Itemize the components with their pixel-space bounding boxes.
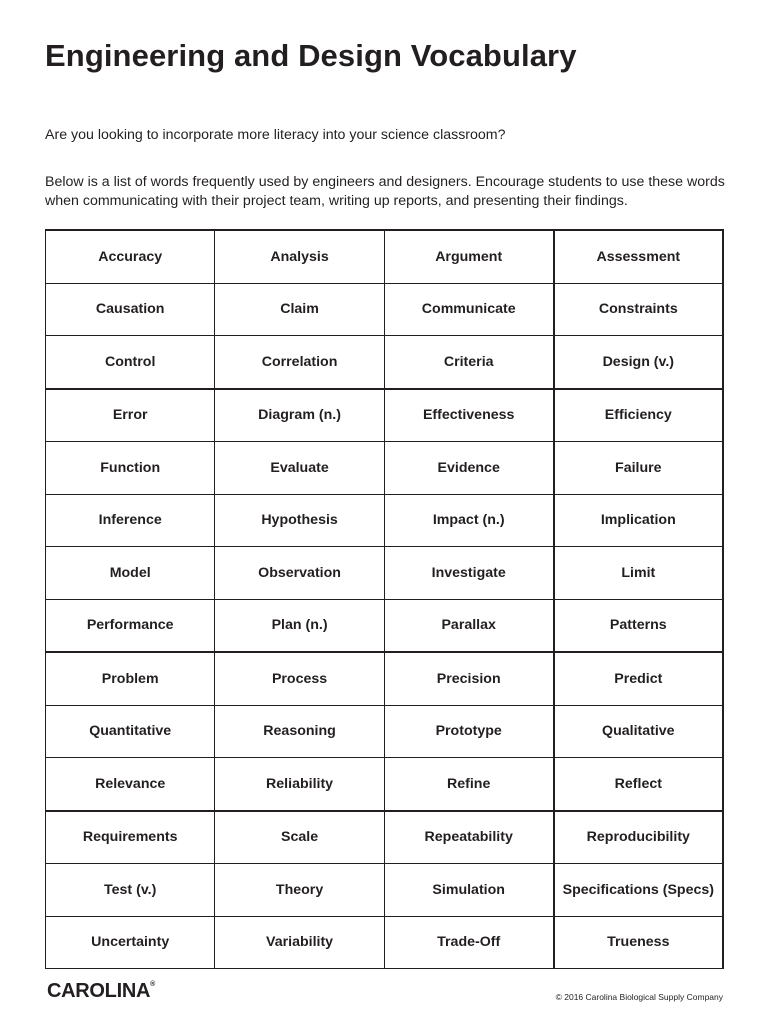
table-row (46, 652, 724, 705)
vocab-cell: Claim (215, 283, 384, 336)
table-row (46, 599, 724, 652)
vocab-cell: Reliability (215, 758, 384, 811)
vocab-cell: Design (v.) (554, 336, 723, 389)
vocab-cell: Model (46, 547, 215, 600)
vocab-cell: Observation (215, 547, 384, 600)
table-row (46, 864, 724, 917)
vocab-cell: Reproducibility (554, 811, 723, 864)
vocab-cell: Causation (46, 283, 215, 336)
table-row (46, 389, 724, 442)
vocab-cell: Scale (215, 811, 384, 864)
vocab-cell: Impact (n.) (384, 494, 553, 547)
table-row (46, 494, 724, 547)
table-row (46, 442, 724, 495)
vocab-cell: Refine (384, 758, 553, 811)
vocab-cell: Efficiency (554, 389, 723, 442)
vocab-cell: Reasoning (215, 705, 384, 758)
vocab-cell: Hypothesis (215, 494, 384, 547)
vocab-cell: Control (46, 336, 215, 389)
vocab-cell: Failure (554, 442, 723, 495)
vocab-cell: Specifications (Specs) (554, 864, 723, 917)
vocab-cell: Evaluate (215, 442, 384, 495)
vocab-cell: Variability (215, 916, 384, 969)
vocab-cell: Performance (46, 599, 215, 652)
table-row (46, 811, 724, 864)
vocab-cell: Relevance (46, 758, 215, 811)
vocab-cell: Limit (554, 547, 723, 600)
vocab-cell: Correlation (215, 336, 384, 389)
page-title: Engineering and Design Vocabulary (45, 38, 577, 73)
vocab-cell: Patterns (554, 599, 723, 652)
vocab-cell: Requirements (46, 811, 215, 864)
vocab-cell: Prototype (384, 705, 553, 758)
vocab-cell: Parallax (384, 599, 553, 652)
table-row (46, 283, 724, 336)
vocab-cell: Precision (384, 652, 553, 705)
copyright-text: © 2016 Carolina Biological Supply Company (555, 992, 723, 1002)
vocab-cell: Investigate (384, 547, 553, 600)
logo-text: CAROLINA (47, 980, 151, 1002)
vocab-cell: Problem (46, 652, 215, 705)
vocab-cell: Theory (215, 864, 384, 917)
vocab-cell: Constraints (554, 283, 723, 336)
vocab-cell: Repeatability (384, 811, 553, 864)
table-row (46, 758, 724, 811)
vocab-cell: Inference (46, 494, 215, 547)
vocab-cell: Effectiveness (384, 389, 553, 442)
vocab-cell: Evidence (384, 442, 553, 495)
vocab-cell: Quantitative (46, 705, 215, 758)
vocab-cell: Test (v.) (46, 864, 215, 917)
vocab-cell: Process (215, 652, 384, 705)
vocabulary-table (45, 229, 724, 969)
vocab-cell: Qualitative (554, 705, 723, 758)
vocab-cell: Simulation (384, 864, 553, 917)
description-text: Below is a list of words frequently used by engineers and designers. Encourage students to use these words when communicating with their project team, writing up reports, and presenting their findings. (45, 174, 725, 209)
vocab-cell: Analysis (215, 230, 384, 283)
vocab-cell: Communicate (384, 283, 553, 336)
table-row (46, 705, 724, 758)
vocab-cell: Accuracy (46, 230, 215, 283)
vocab-cell: Trueness (554, 916, 723, 969)
vocab-cell: Plan (n.) (215, 599, 384, 652)
table-row (46, 230, 724, 283)
table-row (46, 336, 724, 389)
table-row (46, 547, 724, 600)
table-row (46, 916, 724, 969)
vocab-cell: Function (46, 442, 215, 495)
vocab-cell: Diagram (n.) (215, 389, 384, 442)
vocab-cell: Trade-Off (384, 916, 553, 969)
vocab-cell: Assessment (554, 230, 723, 283)
intro-text: Are you looking to incorporate more literacy into your science classroom? (45, 127, 506, 143)
vocab-cell: Implication (554, 494, 723, 547)
vocab-cell: Error (46, 389, 215, 442)
vocab-cell: Argument (384, 230, 553, 283)
vocab-cell: Criteria (384, 336, 553, 389)
vocab-cell: Predict (554, 652, 723, 705)
registered-mark: ® (150, 981, 156, 988)
vocab-cell: Reflect (554, 758, 723, 811)
carolina-logo (47, 980, 155, 1003)
vocab-cell: Uncertainty (46, 916, 215, 969)
